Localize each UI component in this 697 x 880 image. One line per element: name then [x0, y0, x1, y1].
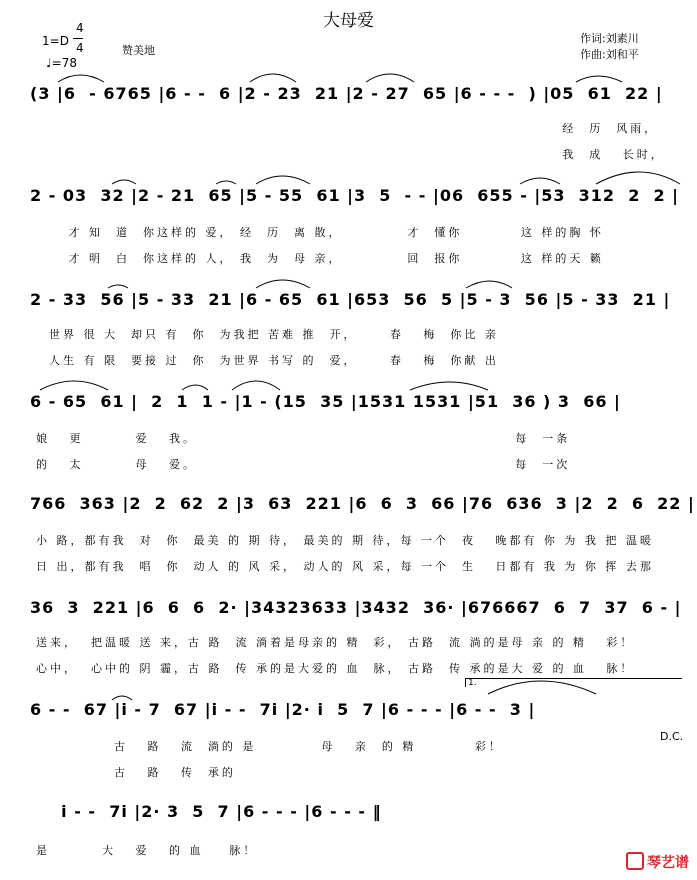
notation-line: 6 - 65 61 | 2 1 1 - |1 - (15 35 |1531 1531 |51 36 ) 3 66 |: [30, 392, 621, 411]
notation-line: 36 3 221 |6 6 6 2· |34323633 |3432 36· |676667 6 7 37 6 - |: [30, 598, 682, 617]
time-signature-bottom: 4: [76, 41, 84, 55]
lyric-verse-2: 我 成 长时，: [36, 148, 665, 161]
slur: [520, 178, 560, 184]
lyric-verse-2: 才 明 白 你这样的 人， 我 为 母 亲， 回 报你 这 样的天 籁: [36, 252, 604, 265]
composer-credit: 作曲:刘和平: [580, 48, 639, 61]
slur: [40, 381, 108, 390]
time-signature-divider: [73, 38, 83, 39]
notation-line: i - - 7i |2· 3 5 7 |6 - - - |6 - - - ‖: [48, 802, 382, 821]
volta-bracket-label: 1.: [468, 678, 477, 688]
lyricist-credit: 作词:刘素川: [580, 32, 639, 45]
time-signature-top: 4: [76, 21, 84, 35]
lyric-verse-2: 日 出，都有我 唱 你 动人 的 风 采， 动人的 风 采，每 一个 生 日都有 我 为 你 挥 去那: [36, 560, 654, 573]
key-signature: 1=D: [42, 34, 69, 48]
notation-line: 2 - 33 56 |5 - 33 21 |6 - 65 61 |653 56 5 |5 - 3 56 |5 - 33 21 |: [30, 290, 671, 309]
slur: [232, 381, 280, 390]
slur: [256, 176, 310, 184]
notation-line: (3 |6 - 6765 |6 - - 6 |2 - 23 21 |2 - 27 65 |6 - - - ) |05 61 22 |: [30, 84, 663, 103]
lyric-verse-1: 经 历 风雨，: [36, 122, 659, 135]
slur: [112, 180, 136, 184]
lyric-verse-1: 才 知 道 你这样的 爱， 经 历 离 散， 才 懂你 这 样的胸 怀: [36, 226, 604, 239]
slur: [366, 74, 414, 82]
notation-line: 2 - 03 32 |2 - 21 65 |5 - 55 61 |3 5 - - |06 655 - |53 312 2 2 |: [30, 186, 680, 205]
lyric-verse-2: 人生 有 限 要接 过 你 为世界 书写 的 爱， 春 梅 你献 出: [36, 354, 499, 367]
slur: [108, 285, 128, 288]
slur: [410, 382, 488, 390]
lyric-verse-2: 心中， 心中的 阴 霾，古 路 传 承的是大爱的 血 脉， 古路 传 承的是大 爱 的 血 脉！: [36, 662, 635, 675]
lyric-verse-1: 古 路 流 淌的 是 母 亲 的 精 彩！: [36, 740, 503, 753]
slur: [58, 75, 104, 82]
lyric-verse-1: 娘 更 爱 我。 每 一条: [36, 432, 571, 445]
slur: [216, 181, 236, 184]
volta-bracket: [465, 678, 682, 687]
song-title: 大母爱: [323, 11, 374, 31]
lyric-verse-1: 小 路，都有我 对 你 最美 的 期 待， 最美的 期 待，每 一个 夜 晚都有 你 为 我 把 温暖: [36, 534, 654, 547]
slur: [466, 281, 512, 288]
slur: [596, 172, 680, 184]
lyric-verse-2: 古 路 传 承的: [36, 766, 236, 779]
slur: [182, 385, 208, 390]
tempo-mark: ♩=78: [46, 56, 77, 70]
slur: [256, 280, 310, 288]
lyric-verse-1: 是 大 爱 的 血 脉！: [36, 844, 258, 857]
slur: [250, 74, 296, 82]
notation-line: 6 - - 67 |i - 7 67 |i - - 7i |2· i 5 7 |6 - - - |6 - - 3 |: [30, 700, 536, 719]
da-capo-mark: D.C.: [660, 730, 684, 743]
logo-icon: [626, 852, 644, 870]
slur: [576, 76, 622, 82]
lyric-verse-2: 的 太 母 爱。 每 一次: [36, 458, 571, 471]
notation-line: 766 363 |2 2 62 2 |3 63 221 |6 6 3 66 |76 636 3 |2 2 6 22 |: [30, 494, 695, 513]
watermark-text: 琴艺谱: [647, 855, 689, 871]
style-mark: 赞美地: [122, 44, 155, 57]
lyric-verse-1: 送来， 把温暖 送 来，古 路 流 淌着是母亲的 精 彩， 古路 流 淌的是母 亲 的 精 彩！: [36, 636, 635, 649]
site-watermark: [626, 852, 689, 872]
lyric-verse-1: 世界 很 大 却只 有 你 为我把 苦难 推 开， 春 梅 你比 亲: [36, 328, 499, 341]
